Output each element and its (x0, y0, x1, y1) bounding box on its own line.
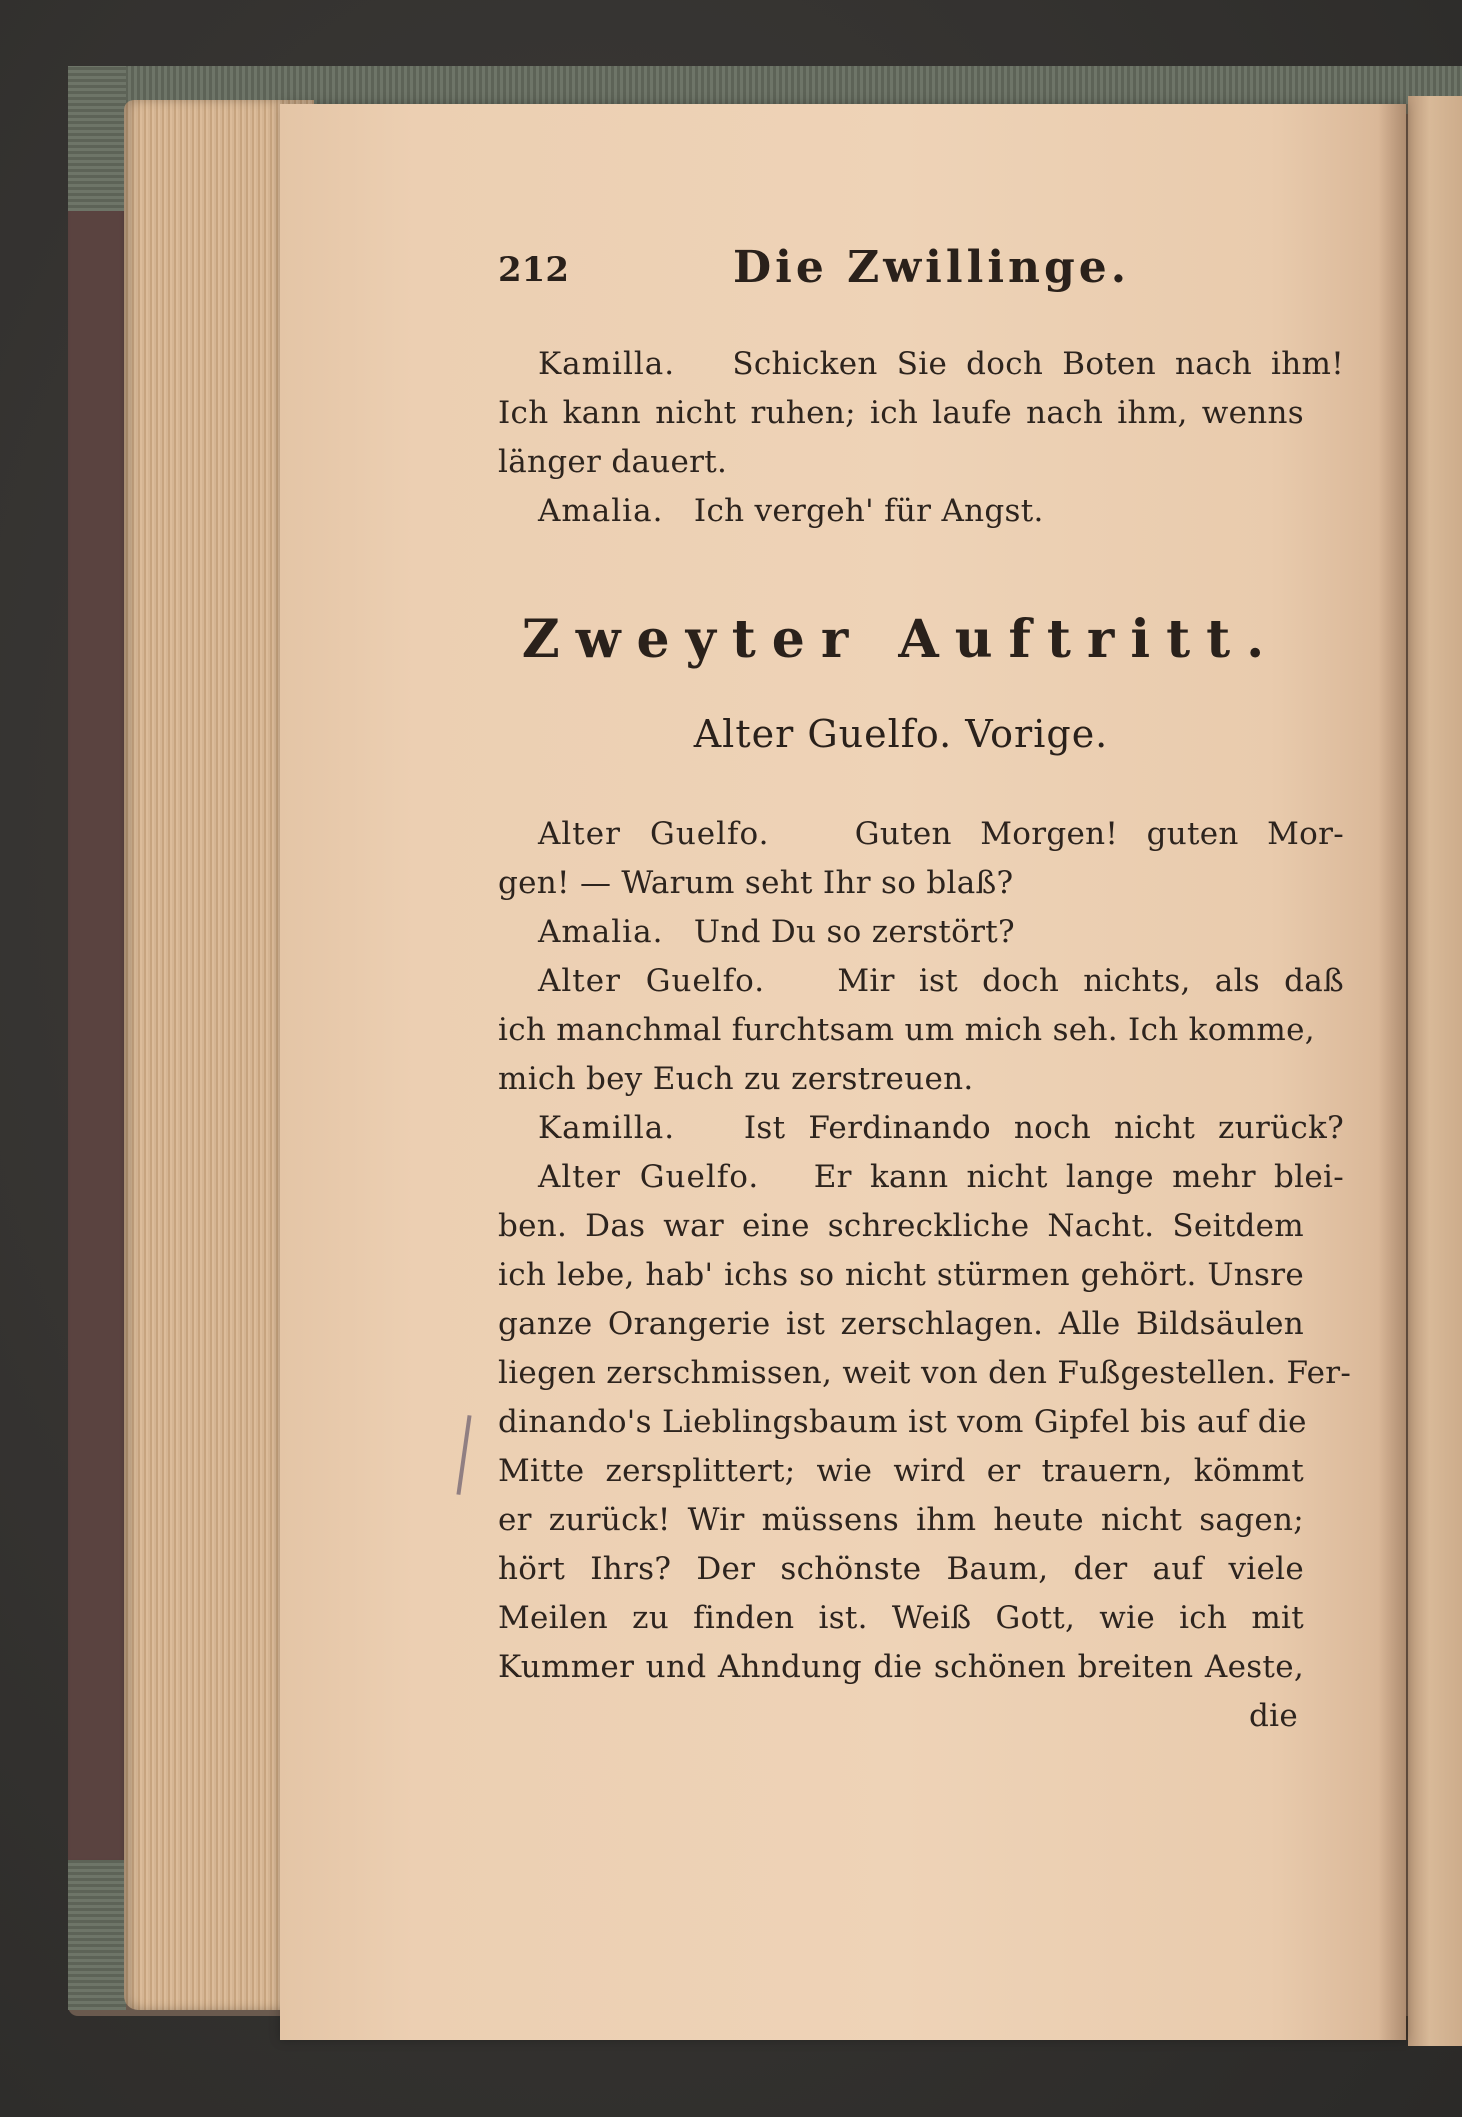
speaker-name: Kamilla. (538, 1110, 676, 1146)
running-head (498, 242, 1258, 310)
cover-cloth-corner-top (68, 66, 126, 211)
text-line: er zurück! Wir müssens ihm heute nicht sagen; (498, 1502, 1304, 1538)
line-text: Guten Morgen! guten Mor- (854, 816, 1345, 852)
text-line: Meilen zu finden ist. Weiß Gott, wie ich mit (498, 1600, 1304, 1636)
scene-heading: Zweyter Auftritt. (521, 609, 1281, 670)
line-text: Ist Ferdinando noch nicht zurück? (743, 1110, 1344, 1146)
text-line: mich bey Euch zu zerstreuen. (498, 1061, 974, 1097)
text-line: länger dauert. (498, 444, 728, 480)
line-text: Er kann nicht lange mehr blei- (813, 1159, 1344, 1195)
cover-leather-panel (68, 205, 130, 1865)
catchword: die (1248, 1698, 1298, 1734)
text-line: dinando's Lieblingsbaum ist vom Gipfel bis auf die (498, 1404, 1307, 1440)
speaker-name: Amalia. (538, 914, 664, 950)
text-line: ben. Das war eine schreckliche Nacht. Seitdem (498, 1208, 1304, 1244)
speaker-name: Amalia. (538, 493, 664, 529)
text-line (498, 1104, 1344, 1153)
text-line (498, 487, 1344, 536)
text-line (498, 1153, 1344, 1202)
running-title: Die Zwillinge. (733, 242, 1131, 293)
text-line (498, 340, 1344, 389)
text-line (498, 957, 1344, 1006)
page-gutter-shadow (1378, 104, 1408, 2040)
text-line: liegen zerschmissen, weit von den Fußgestellen. Fer- (498, 1355, 1352, 1391)
text-line: gen! — Warum seht Ihr so blaß? (498, 865, 1014, 901)
page-number: 212 (498, 250, 569, 290)
text-line: Kummer und Ahndung die schönen breiten Aeste, (498, 1649, 1304, 1685)
speaker-name: Alter Guelfo. (538, 816, 770, 852)
speaker-name: Kamilla. (538, 346, 676, 382)
text-line: ich lebe, hab' ichs so nicht stürmen gehört. Unsre (498, 1257, 1304, 1293)
line-text: Mir ist doch nichts, als daß (837, 963, 1345, 999)
text-line (498, 908, 1344, 957)
text-line (498, 810, 1344, 859)
line-text: Ich vergeh' für Angst. (693, 493, 1044, 529)
text-line: hört Ihrs? Der schönste Baum, der auf viele (498, 1551, 1304, 1587)
cover-cloth-corner-bottom (68, 1860, 126, 2010)
line-text: Schicken Sie doch Boten nach ihm! (732, 346, 1344, 382)
speaker-name: Alter Guelfo. (538, 963, 766, 999)
text-line: ganze Orangerie ist zerschlagen. Alle Bildsäulen (498, 1306, 1304, 1342)
text-line: ich manchmal furchtsam um mich seh. Ich komme, (498, 1012, 1315, 1048)
text-line: Ich kann nicht ruhen; ich laufe nach ihm, wenns (498, 395, 1304, 431)
scene-persons: Alter Guelfo. Vorige. (693, 712, 1109, 756)
text-line: Mitte zersplittert; wie wird er trauern, kömmt (498, 1453, 1304, 1489)
line-text: Und Du so zerstört? (693, 914, 1015, 950)
facing-page-edge (1408, 96, 1462, 2046)
speaker-name: Alter Guelfo. (538, 1159, 760, 1195)
